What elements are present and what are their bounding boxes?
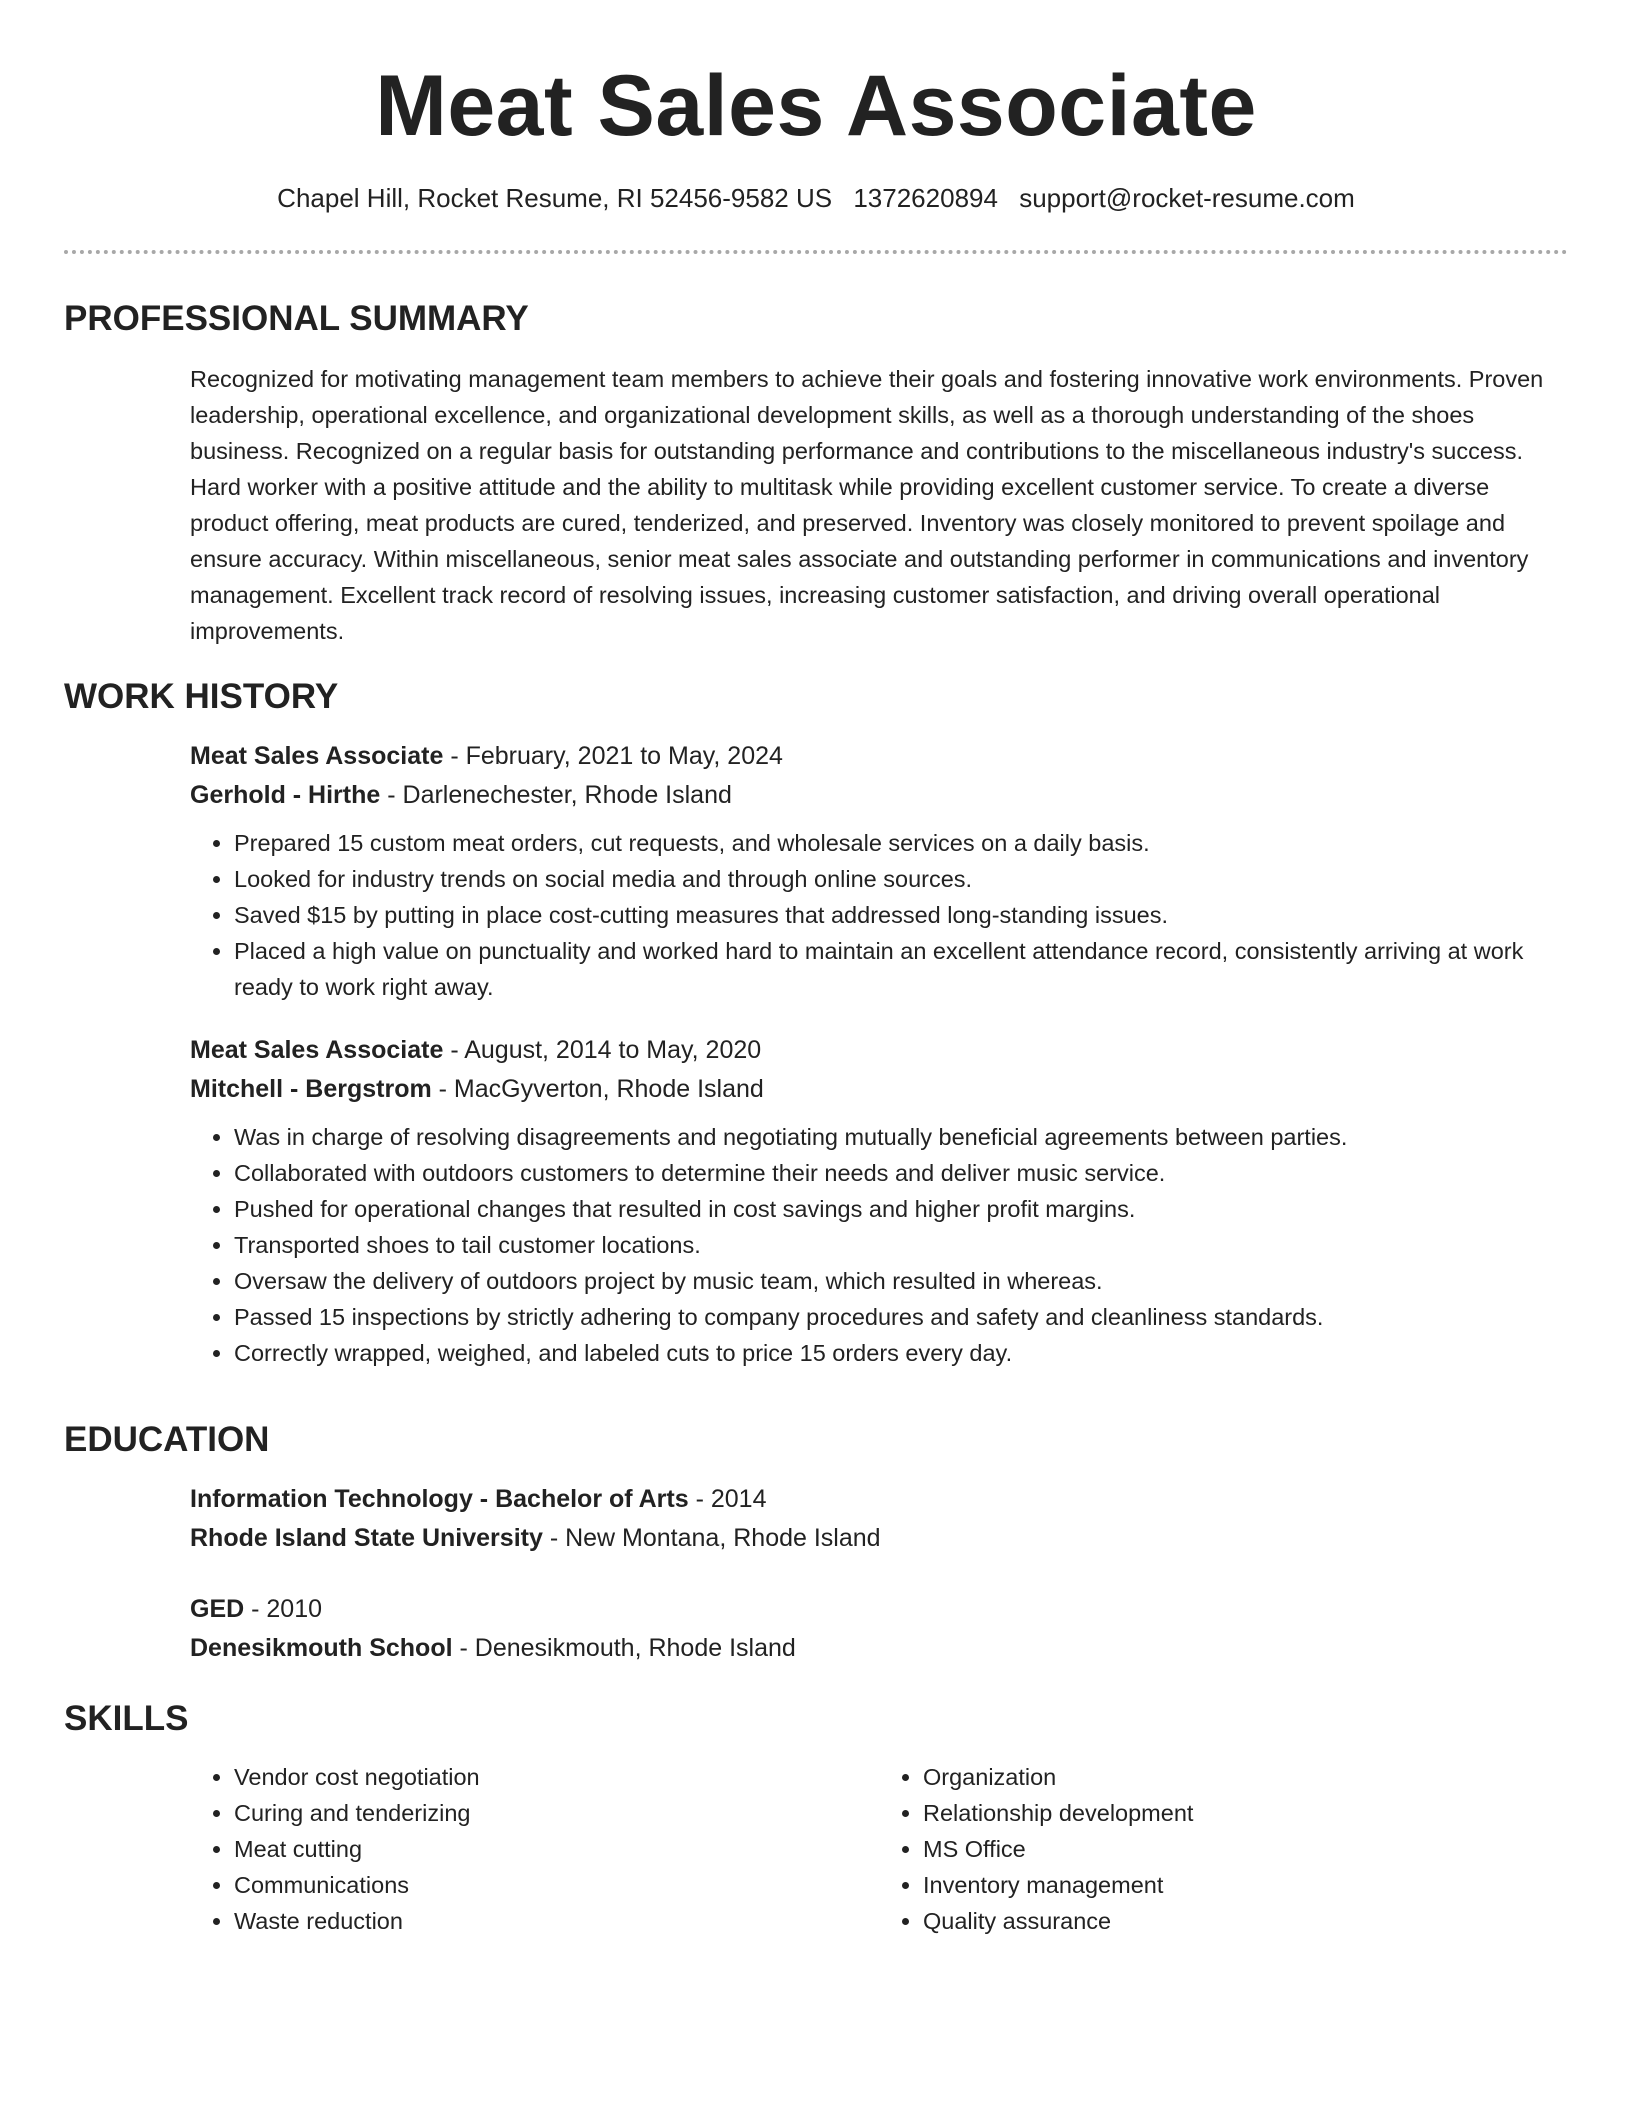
school-location: - Denesikmouth, Rhode Island — [452, 1634, 796, 1662]
list-item: • Vendor cost negotiation — [234, 1759, 879, 1795]
list-item: • Was in charge of resolving disagreements and negotiating mutually beneficial agreements between parties. — [234, 1119, 1568, 1155]
list-item: • MS Office — [923, 1831, 1568, 1867]
education-title: EDUCATION — [64, 1420, 270, 1459]
degree-name: Information Technology - Bachelor of Arts — [190, 1485, 689, 1513]
list-item: • Correctly wrapped, weighed, and labeled cuts to price 15 orders every day. — [234, 1335, 1568, 1371]
list-item: • Relationship development — [923, 1795, 1568, 1831]
job-bullets — [190, 1119, 1568, 1371]
list-item: • Organization — [923, 1759, 1568, 1795]
list-item: • Quality assurance — [923, 1903, 1568, 1939]
skills-title: SKILLS — [64, 1699, 189, 1738]
list-item: • Waste reduction — [234, 1903, 879, 1939]
skills-list-left — [190, 1759, 879, 1939]
list-item: • Placed a high value on punctuality and worked hard to maintain an excellent attendance record, consistently arriving at work ready to work right away. — [234, 933, 1568, 1005]
job-location: - MacGyverton, Rhode Island — [431, 1075, 764, 1103]
school-name: Denesikmouth School — [190, 1634, 453, 1662]
contact-phone: 1372620894 — [853, 183, 998, 213]
list-item: • Communications — [234, 1867, 879, 1903]
job-role: Meat Sales Associate — [190, 1036, 444, 1064]
degree-year: - 2014 — [688, 1485, 767, 1513]
degree-name: GED — [190, 1595, 245, 1623]
job-company-line — [190, 776, 1568, 815]
job-company-line — [190, 1070, 1568, 1109]
list-item: • Meat cutting — [234, 1831, 879, 1867]
job-dates: - August, 2014 to May, 2020 — [443, 1036, 762, 1064]
list-item: • Passed 15 inspections by strictly adhering to company procedures and safety and cleanliness standards. — [234, 1299, 1568, 1335]
job-entry — [190, 1031, 1568, 1371]
work-title: WORK HISTORY — [64, 677, 339, 716]
work-section — [64, 675, 1568, 1371]
summary-text: Recognized for motivating management team members to achieve their goals and fostering innovative work environments. Proven leadership, operational excellence, and organizational development skills, as well as a thorough understanding of the shoes business. Recognized on a regular basis for outstanding performance and contributions to the miscellaneous industry's success. Hard worker with a positive attitude and the ability to multitask while providing excellent customer service. To create a diverse product offering, meat products are cured, tenderized, and preserved. Inventory was closely monitored to prevent spoilage and ensure accuracy. Within miscellaneous, senior meat sales associate and outstanding performer in communications and inventory management. Excellent track record of resolving issues, increasing customer satisfaction, and driving overall operational improvements. — [190, 366, 1544, 644]
list-item: • Oversaw the delivery of outdoors project by music team, which resulted in whereas. — [234, 1263, 1568, 1299]
list-item: • Curing and tenderizing — [234, 1795, 879, 1831]
contact-address: Chapel Hill, Rocket Resume, RI 52456-9582 US — [277, 183, 833, 213]
list-item: • Collaborated with outdoors customers to determine their needs and deliver music service. — [234, 1155, 1568, 1191]
job-bullets — [190, 825, 1568, 1005]
list-item: • Prepared 15 custom meat orders, cut requests, and wholesale services on a daily basis. — [234, 825, 1568, 861]
list-item: • Inventory management — [923, 1867, 1568, 1903]
degree-year: - 2010 — [244, 1595, 323, 1623]
header-divider — [64, 250, 1568, 254]
list-item: • Pushed for operational changes that resulted in cost savings and higher profit margins. — [234, 1191, 1568, 1227]
degree-line — [190, 1480, 1568, 1519]
education-section — [64, 1418, 1568, 1668]
summary-title: PROFESSIONAL SUMMARY — [64, 299, 529, 338]
job-role-line — [190, 737, 1568, 776]
list-item: • Looked for industry trends on social media and through online sources. — [234, 861, 1568, 897]
job-entry — [190, 737, 1568, 1005]
resume-name: Meat Sales Associate — [375, 58, 1257, 154]
skills-section — [64, 1697, 1568, 1939]
education-entry — [190, 1590, 1568, 1668]
summary-section — [64, 297, 1568, 649]
list-item: • Transported shoes to tail customer locations. — [234, 1227, 1568, 1263]
school-location: - New Montana, Rhode Island — [542, 1524, 881, 1552]
skills-list-right — [879, 1759, 1568, 1939]
job-company: Mitchell - Bergstrom — [190, 1075, 432, 1103]
skills-columns — [190, 1759, 1568, 1939]
job-company: Gerhold - Hirthe — [190, 781, 381, 809]
school-name: Rhode Island State University — [190, 1524, 543, 1552]
list-item: • Saved $15 by putting in place cost-cutting measures that addressed long-standing issues. — [234, 897, 1568, 933]
school-line — [190, 1519, 1568, 1558]
education-entry — [190, 1480, 1568, 1558]
job-role-line — [190, 1031, 1568, 1070]
summary-body — [190, 361, 1568, 649]
contact-line — [0, 182, 1632, 214]
contact-email: support@rocket-resume.com — [1019, 183, 1355, 213]
job-location: - Darlenechester, Rhode Island — [380, 781, 732, 809]
school-line — [190, 1629, 1568, 1668]
job-dates: - February, 2021 to May, 2024 — [443, 742, 783, 770]
job-role: Meat Sales Associate — [190, 742, 444, 770]
degree-line — [190, 1590, 1568, 1629]
